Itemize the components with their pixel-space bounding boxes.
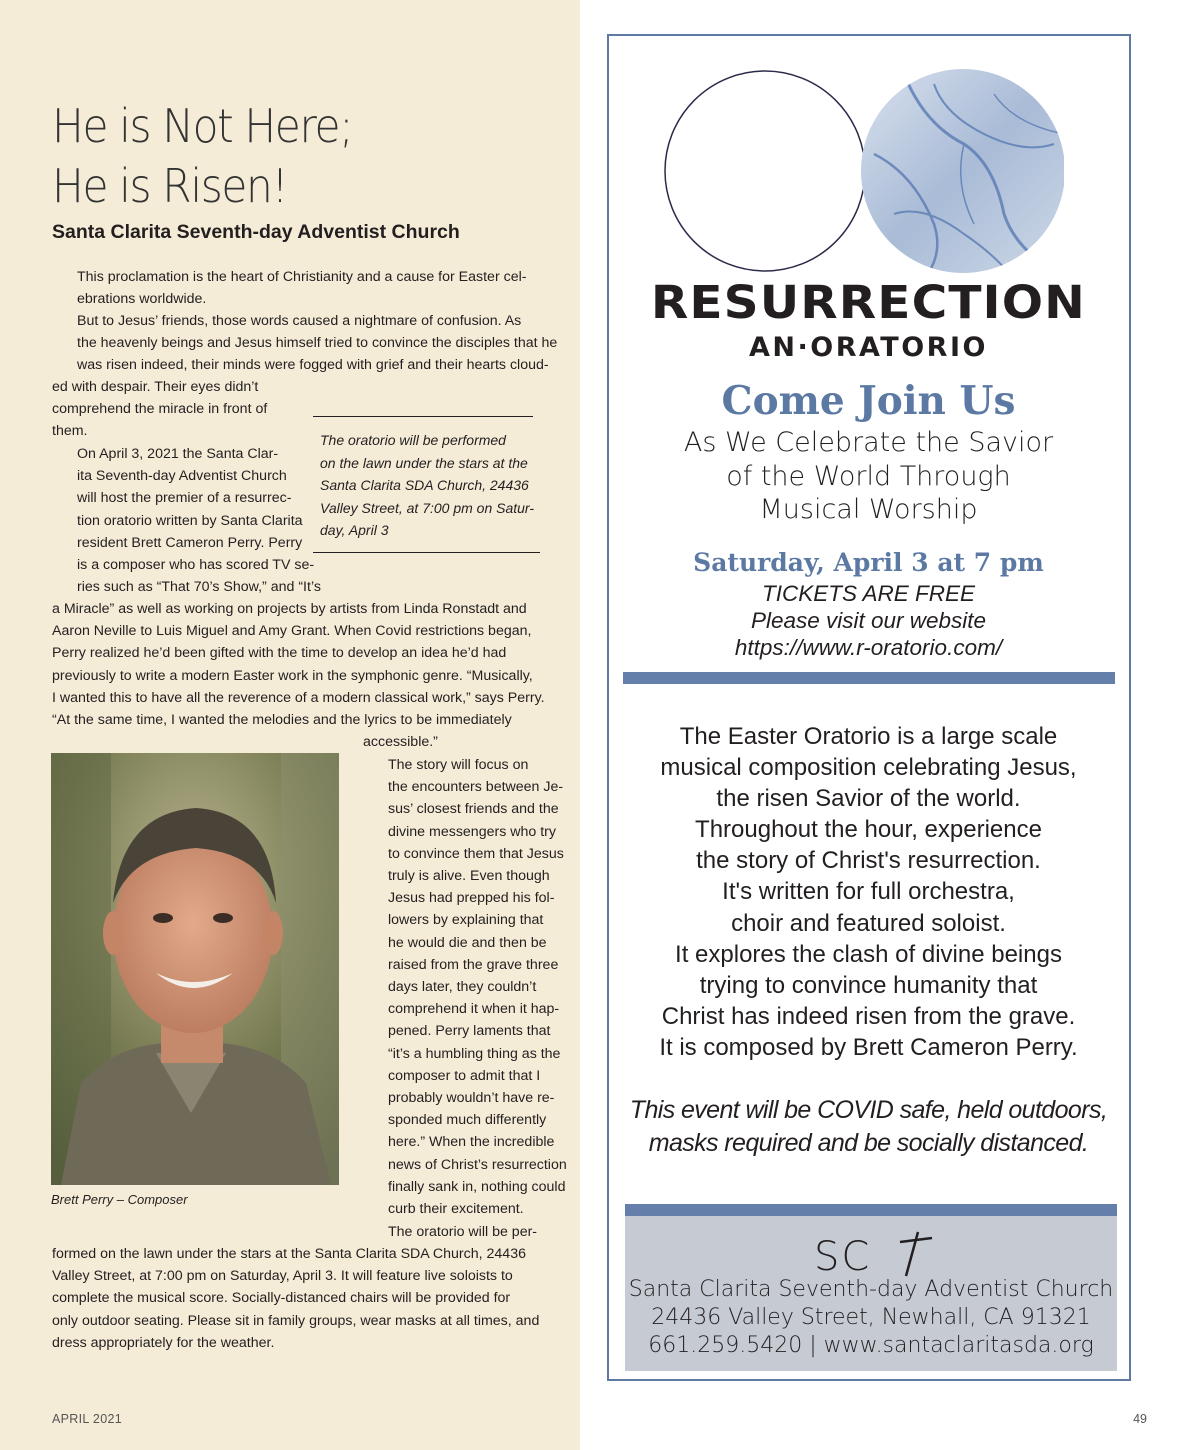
- text-line: comprehend it when it hap-: [388, 1001, 560, 1018]
- text-line: This event will be COVID safe, held outdoors,: [629, 1096, 1108, 1124]
- paragraph-1: [52, 266, 550, 310]
- text-line: Perry realized he’d been gifted with the time to develop an idea he’d had: [52, 645, 507, 662]
- text-line: formed on the lawn under the stars at the Santa Clarita SDA Church, 24436: [52, 1246, 526, 1262]
- oratorio-description: [609, 721, 1128, 1063]
- text-line: trying to convince humanity that: [699, 971, 1038, 999]
- paragraph-2: [52, 310, 558, 377]
- ad-background: [609, 36, 1128, 1378]
- text-line: dress appropriately for the weather.: [52, 1334, 275, 1351]
- svg-text:SC: SC: [814, 1234, 872, 1278]
- text-line: them.: [52, 423, 88, 440]
- text-line: It is composed by Brett Cameron Perry.: [659, 1033, 1078, 1061]
- article-title: [52, 96, 378, 216]
- text-line: Valley Street, at 7:00 pm on Saturday, April 3. It will feature live soloists to: [52, 1268, 513, 1285]
- text-line: sus’ closest friends and the: [388, 801, 559, 818]
- text-line: sponded much differently: [388, 1112, 547, 1129]
- church-info-box: [625, 1204, 1117, 1371]
- article-byline: Santa Clarita Seventh-day Adventist Church: [52, 221, 460, 243]
- text-line: days later, they couldn’t: [388, 979, 537, 996]
- text-line: As We Celebrate the Savior: [683, 427, 1054, 458]
- ad-headline: Come Join Us: [721, 378, 1016, 424]
- text-line: is a composer who has scored TV se-: [77, 557, 315, 574]
- paragraph-5-start: The oratorio will be per-: [388, 1224, 538, 1240]
- text-line: was risen indeed, their minds were fogged with grief and their hearts cloud-: [77, 357, 549, 374]
- text-line: ita Seventh-day Adventist Church: [77, 468, 287, 485]
- text-line: pened. Perry laments that: [388, 1023, 551, 1040]
- text-line: Santa Clarita SDA Church, 24436: [320, 477, 529, 493]
- text-line: Christ has indeed risen from the grave.: [661, 1002, 1076, 1030]
- text-line: curb their excitement.: [388, 1201, 524, 1218]
- paragraph-3-tail: accessible.”: [363, 734, 438, 750]
- text-line: “At the same time, I wanted the melodies and the lyrics to be immediately: [52, 712, 512, 729]
- composer-portrait-illustration: [51, 753, 339, 1185]
- pull-quote-text: [313, 417, 541, 552]
- text-line: day, April 3: [320, 522, 389, 538]
- text-line: the encounters between Je-: [388, 779, 564, 796]
- article-column: [0, 0, 580, 1450]
- text-line: of the World Through: [726, 460, 1011, 492]
- text-line: finally sank in, nothing could: [388, 1178, 566, 1195]
- text-line: masks required and be socially distanced.: [648, 1129, 1089, 1157]
- text-line: here.” When the incredible: [388, 1134, 555, 1151]
- text-line: probably wouldn’t have re-: [388, 1090, 555, 1107]
- paragraph-3-wide: [52, 598, 550, 731]
- text-line: composer to admit that I: [388, 1067, 541, 1084]
- text-line: It's written for full orchestra,: [722, 878, 1015, 906]
- text-line: Jesus had prepped his fol-: [388, 890, 555, 907]
- title-line-2: He is Risen!: [52, 159, 288, 213]
- page-number: 49: [1133, 1412, 1147, 1426]
- text-line: ries such as “That 70’s Show,” and “It’s: [77, 579, 321, 596]
- pull-quote: [313, 416, 541, 553]
- resurrection-circles-logo: [664, 64, 1064, 279]
- text-line: musical composition celebrating Jesus,: [660, 754, 1077, 782]
- covid-notice: [609, 1094, 1128, 1160]
- text-line: Santa Clarita Seventh-day Adventist Church: [628, 1277, 1114, 1302]
- oratorio-advertisement: [607, 34, 1131, 1381]
- text-line: https://www.r-oratorio.com/: [734, 635, 1003, 660]
- text-line: on the lawn under the stars at the: [320, 454, 528, 471]
- paragraph-4-narrow: [363, 754, 567, 1220]
- event-date: Saturday, April 3 at 7 pm: [693, 548, 1044, 577]
- paragraph-2-narrow: [52, 376, 287, 443]
- text-line: This proclamation is the heart of Christianity and a cause for Easter cel-: [77, 269, 527, 285]
- text-line: resident Brett Cameron Perry. Perry: [77, 534, 303, 551]
- text-line: Valley Street, at 7:00 pm on Satur-: [320, 499, 535, 516]
- church-logo-icon: [814, 1230, 934, 1278]
- text-line: the story of Christ's resurrection.: [696, 847, 1041, 875]
- text-line: truly is alive. Even though: [388, 868, 550, 885]
- text-line: I wanted this to have all the reverence of a modern classical work,” says Perry.: [52, 689, 545, 706]
- ad-subhead: [609, 426, 1128, 527]
- issue-date: APRIL 2021: [52, 1412, 122, 1426]
- text-line: Throughout the hour, experience: [695, 816, 1042, 844]
- text-line: to convince them that Jesus: [388, 845, 564, 862]
- text-line: The story will focus on: [388, 757, 529, 773]
- text-line: The Easter Oratorio is a large scale: [679, 723, 1058, 750]
- text-line: TICKETS ARE FREE: [762, 581, 975, 606]
- text-line: It explores the clash of divine beings: [675, 940, 1062, 968]
- pull-quote-rule-bottom: [313, 552, 540, 553]
- text-line: 661.259.5420 | www.santaclaritasda.org: [648, 1333, 1094, 1358]
- divider-bar: [623, 672, 1115, 684]
- text-line: But to Jesus’ friends, those words caused a nightmare of confusion. As: [77, 313, 522, 329]
- text-line: only outdoor seating. Please sit in family groups, wear masks at all times, and: [52, 1312, 540, 1329]
- paragraph-5-wide: [52, 1243, 550, 1354]
- text-line: choir and featured soloist.: [731, 909, 1006, 937]
- text-line: complete the musical score. Socially-distanced chairs will be provided for: [52, 1290, 511, 1307]
- text-line: Aaron Neville to Luis Miguel and Amy Grant. When Covid restrictions began,: [52, 623, 532, 640]
- text-line: “it’s a humbling thing as the: [388, 1045, 561, 1062]
- text-line: will host the premier of a resurrec-: [77, 490, 292, 507]
- text-line: the heavenly beings and Jesus himself tried to convince the disciples that he: [77, 335, 558, 352]
- church-contact: [625, 1276, 1117, 1360]
- text-line: On April 3, 2021 the Santa Clar-: [77, 446, 279, 462]
- ticket-info: [609, 580, 1128, 661]
- text-line: tion oratorio written by Santa Clarita: [77, 512, 303, 529]
- composer-photo: [51, 753, 339, 1185]
- text-line: the risen Savior of the world.: [716, 785, 1021, 813]
- photo-caption: Brett Perry – Composer: [51, 1192, 188, 1207]
- title-line-1: He is Not Here;: [52, 99, 353, 153]
- text-line: 24436 Valley Street, Newhall, CA 91321: [651, 1305, 1091, 1330]
- text-line: Musical Worship: [759, 494, 978, 525]
- text-line: a Miracle” as well as working on projects by artists from Linda Ronstadt and: [52, 601, 527, 617]
- text-line: news of Christ’s resurrection: [388, 1156, 567, 1173]
- resurrection-wordmark: RESURRECTION: [650, 276, 1086, 329]
- text-line: raised from the grave three: [388, 956, 559, 973]
- text-line: ebrations worldwide.: [77, 291, 207, 308]
- text-line: lowers by explaining that: [388, 912, 544, 929]
- text-line: previously to write a modern Easter work in the symphonic genre. “Musically,: [52, 667, 533, 684]
- text-line: Please visit our website: [750, 608, 987, 633]
- text-line: he would die and then be: [388, 934, 547, 951]
- text-line: ed with despair. Their eyes didn’t: [52, 379, 259, 395]
- text-line: divine messengers who try: [388, 823, 556, 840]
- paragraph-3-narrow: [52, 443, 321, 598]
- oratorio-wordmark: AN·ORATORIO: [749, 332, 988, 363]
- text-line: The oratorio will be performed: [320, 432, 506, 448]
- text-line: comprehend the miracle in front of: [52, 401, 268, 418]
